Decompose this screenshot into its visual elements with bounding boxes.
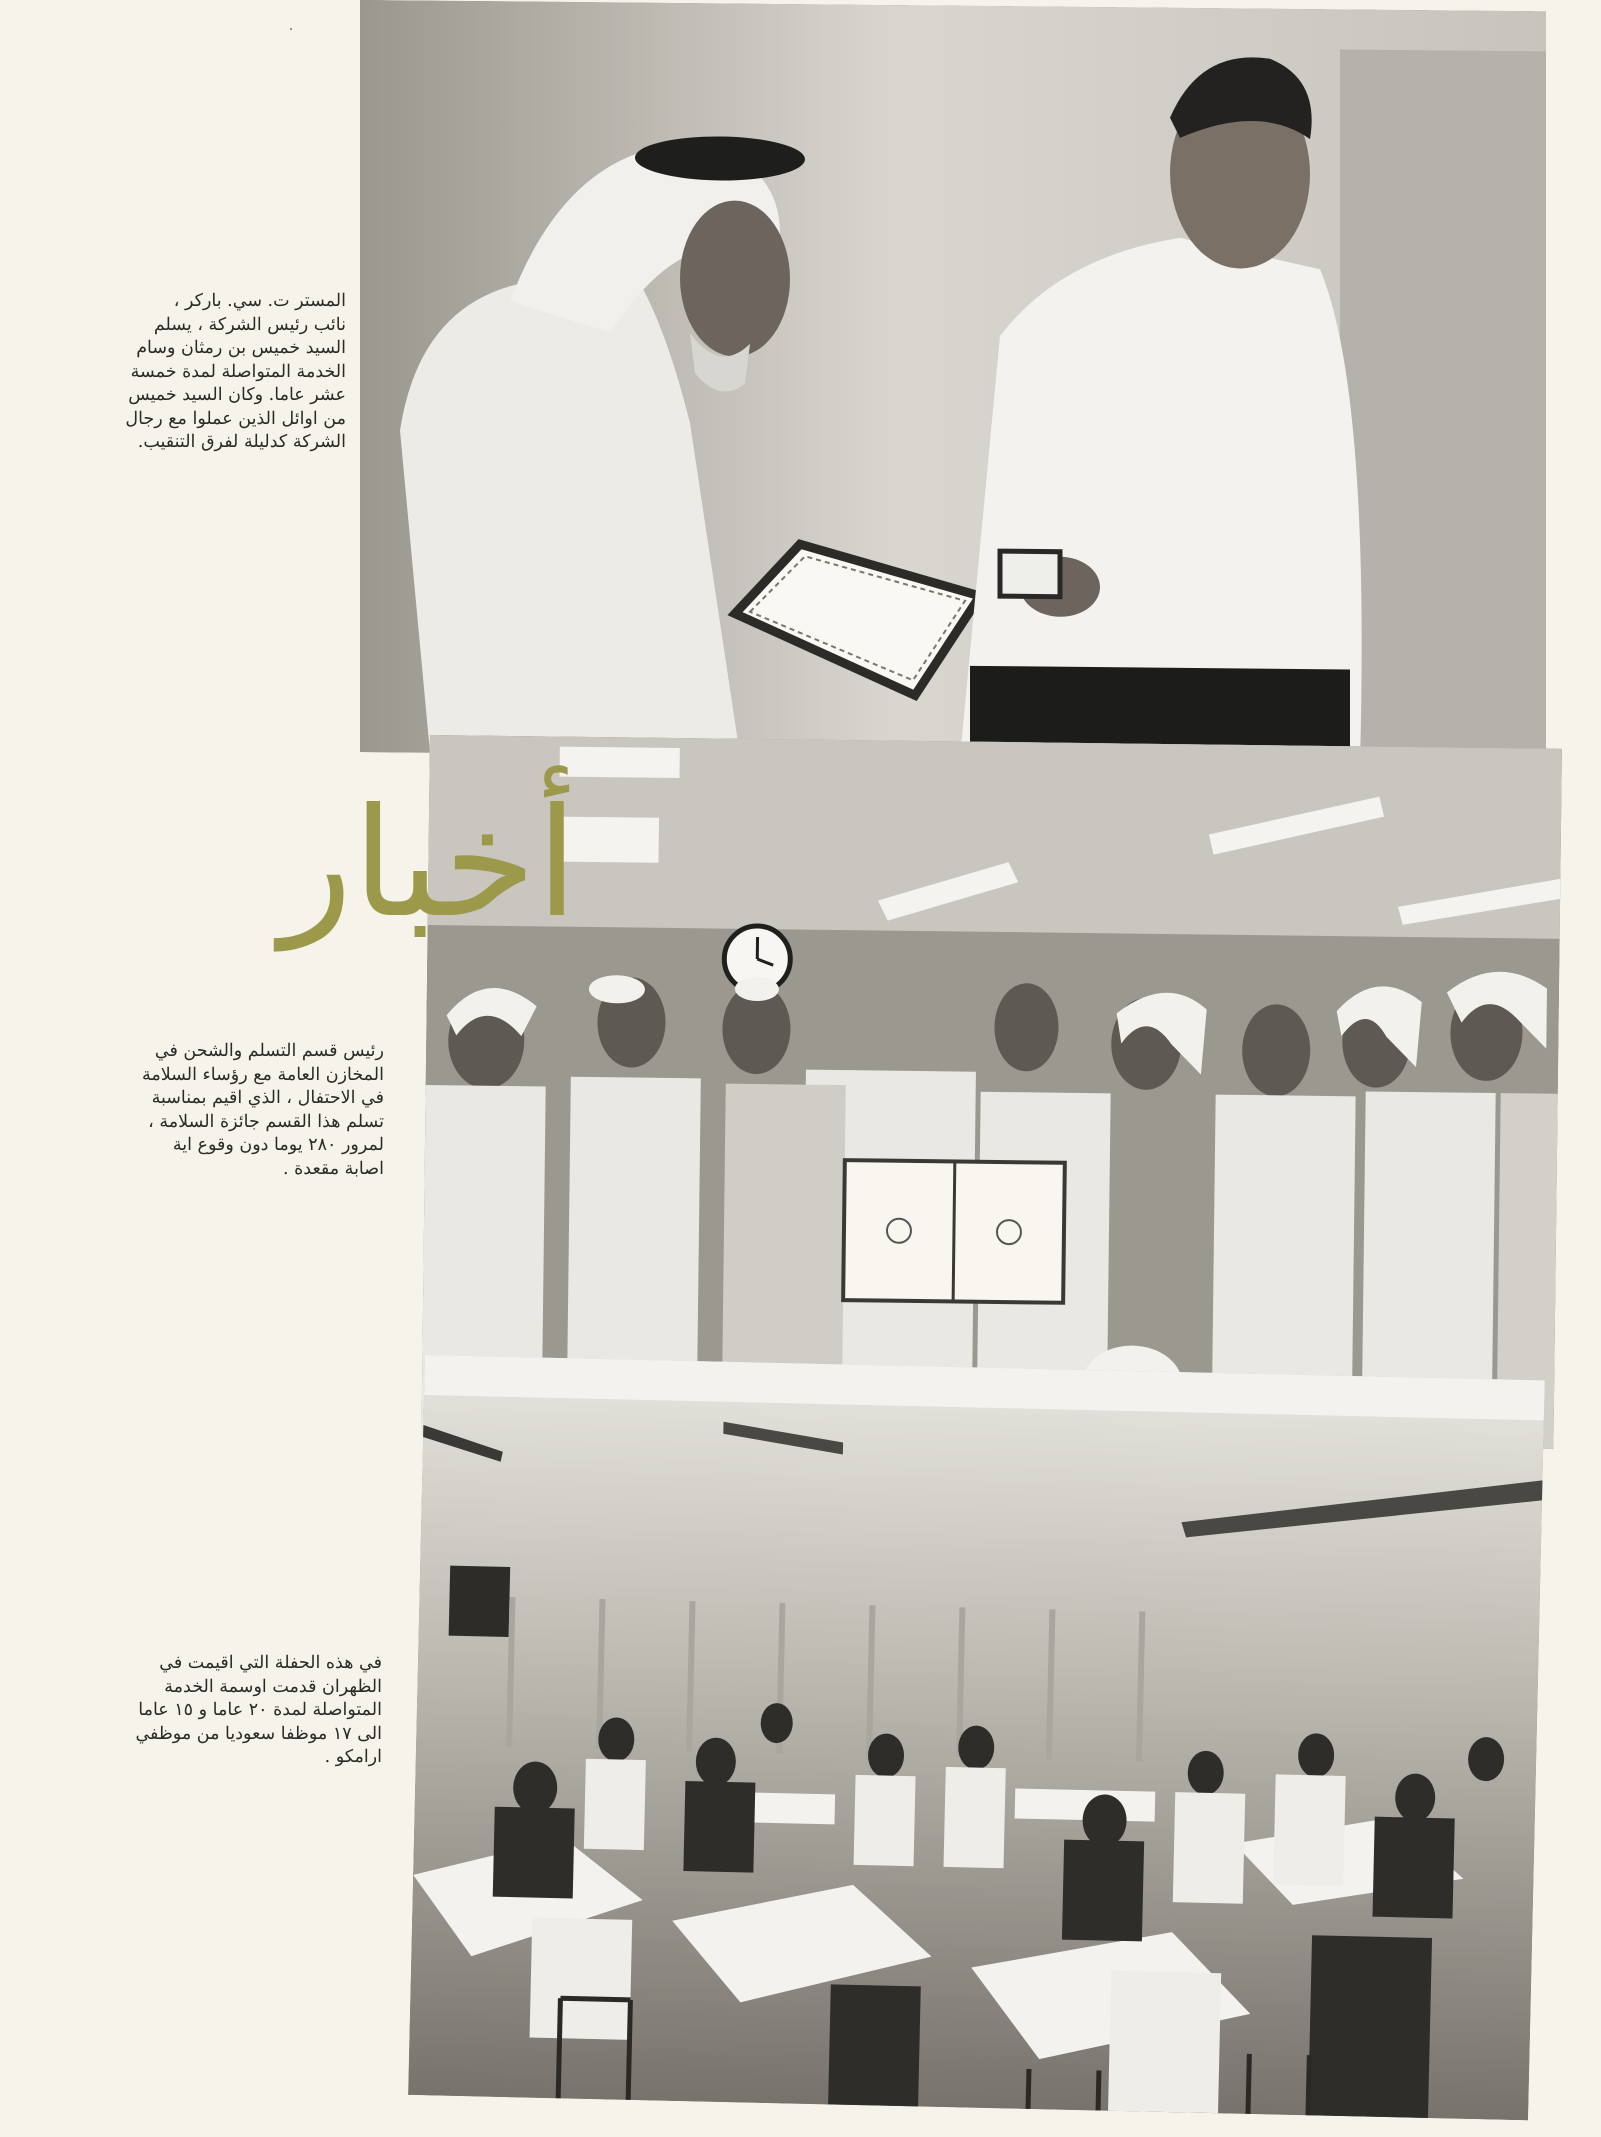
award-photo — [360, 0, 1546, 763]
caption-line: في هذه الحفلة التي اقيمت في — [159, 1653, 382, 1673]
heading-text: أخبار — [280, 777, 578, 951]
caption-line: ارامكو . — [324, 1747, 382, 1767]
safety-group-photo — [421, 735, 1561, 1449]
caption-line: السيد خميس بن رمثان وسام — [136, 338, 346, 358]
section-heading — [0, 705, 578, 955]
caption-line: الشركة كدليلة لفرق التنقيب. — [137, 432, 346, 452]
caption-line: المستر ت. سي. باركر ، — [173, 291, 346, 311]
caption-line: تسلم هذا القسم جائزة السلامة ، — [148, 1111, 384, 1132]
caption-line: المخازن العامة مع رؤساء السلامة — [141, 1064, 384, 1085]
caption-line: في الاحتفال ، الذي اقيم بمناسبة — [151, 1088, 384, 1108]
caption-safety — [50, 1040, 384, 1181]
caption-line: الخدمة المتواصلة لمدة خمسة — [130, 361, 346, 382]
caption-line: رئيس قسم التسلم والشحن في — [154, 1041, 384, 1061]
caption-line: الى ١٧ موظفا سعوديا من موظفي — [135, 1723, 382, 1744]
banquet-photo — [408, 1355, 1545, 2120]
caption-award — [50, 290, 346, 455]
print-speck — [290, 28, 292, 30]
caption-banquet — [50, 1652, 382, 1770]
caption-line: عشر عاما. وكان السيد خميس — [128, 385, 346, 405]
caption-line: لمرور ٢٨٠ يوما دون وقوع اية — [172, 1135, 384, 1155]
caption-line: المتواصلة لمدة ٢٠ عاما و ١٥ عاما — [138, 1700, 382, 1720]
caption-line: نائب رئيس الشركة ، يسلم — [153, 314, 346, 335]
caption-line: من اوائل الذين عملوا مع رجال — [125, 408, 346, 429]
caption-line: الظهران قدمت اوسمة الخدمة — [164, 1676, 382, 1697]
caption-line: اصابة مقعدة . — [282, 1158, 384, 1179]
print-speck — [1508, 2112, 1510, 2114]
